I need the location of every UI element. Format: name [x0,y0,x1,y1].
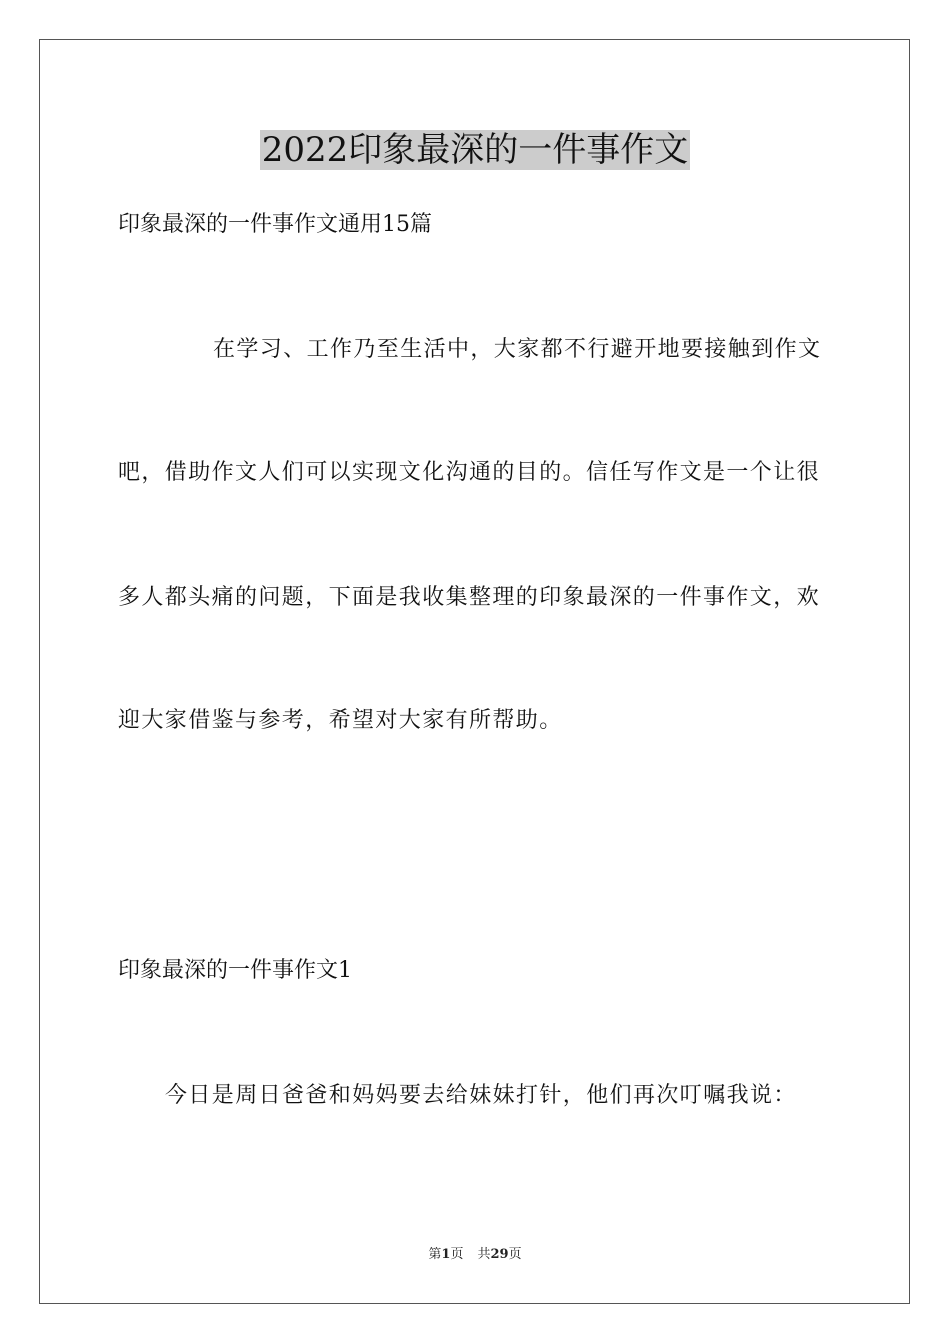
intro-line-4: 迎大家借鉴与参考，希望对大家有所帮助。 [118,708,563,733]
footer-total-prefix: 共 [477,1247,491,1262]
intro-line-3: 多人都头痛的问题，下面是我收集整理的印象最深的一件事作文，欢 [118,585,821,610]
footer-total-pages: 29 [490,1247,509,1262]
footer-total-suffix: 页 [508,1247,522,1262]
footer-page-suffix: 页 [450,1247,464,1262]
page-footer [0,1246,950,1264]
intro-line-1: 在学习、工作乃至生活中，大家都不行避开地要接触到作文 [213,337,822,362]
footer-page-number: 1 [441,1247,451,1262]
section-heading: 印象最深的一件事作文1 [118,958,352,983]
document-title-text: 2022印象最深的一件事作文 [261,130,689,170]
intro-line-2: 吧，借助作文人们可以实现文化沟通的目的。信任写作文是一个让很 [118,460,821,485]
section-paragraph-line-1: 今日是周日爸爸和妈妈要去给妹妹打针，他们再次叮嘱我说： [165,1083,797,1108]
footer-page-prefix: 第 [428,1247,442,1262]
document-title [0,125,950,175]
document-subtitle: 印象最深的一件事作文通用15篇 [118,212,432,237]
